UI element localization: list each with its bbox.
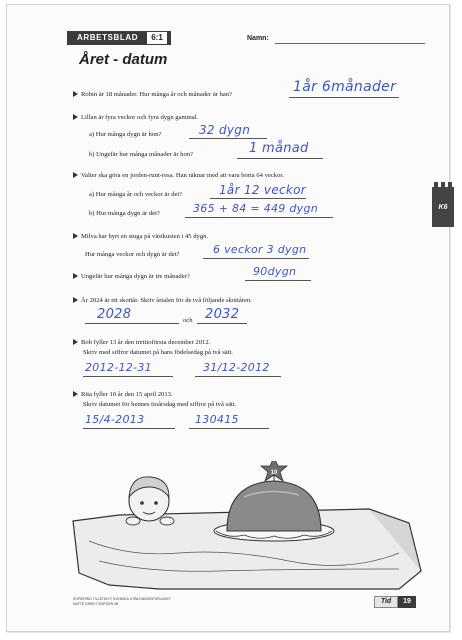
arrow-icon [73,273,78,279]
task-2b-answer: 1 månad [249,141,309,156]
task-6-joiner: och [183,317,193,324]
answer-line [210,198,306,199]
task-3 [73,172,284,180]
task-8-answer-a: 15/4-2013 [85,413,145,426]
task-4-text-2: Hur många veckor och dygn är det? [85,251,180,258]
arrow-icon [73,391,78,397]
task-7 [73,339,210,347]
task-2b-text: b) Ungefär hur många månader är hon? [89,151,193,158]
chapter-tab [432,187,454,227]
name-line [275,43,425,44]
task-2 [73,114,198,122]
task-6-answer-a: 2028 [97,307,132,322]
task-6-text: År 2024 är ett skottår. Skriv årtalen för de två följande skottåren. [81,297,252,304]
task-1 [73,91,232,99]
task-3a-text: a) Hur många år och veckor är det? [89,191,183,198]
answer-line [245,280,311,281]
task-2-text: Lillan är fyra veckor och fyra dygn gammal. [81,114,199,121]
candle-number: 10 [270,470,278,476]
task-2a-answer: 32 dygn [199,123,251,137]
task-3a-answer: 1år 12 veckor [219,183,307,197]
answer-line [185,217,333,218]
task-1-answer: 1år 6månader [293,79,397,95]
copyright-line-1: KOPIERING TILLÅTEN © SVENSKA UTBILDNINGSFÖRLAGET [73,597,171,601]
cake [227,481,321,531]
task-7-text-2: Skriv med siffror datumet på hans födelsedag på två sätt. [83,349,234,356]
name-label: Namn: [247,35,269,42]
answer-line [203,258,309,259]
task-3b-text: b) Hur många dygn är det? [89,210,160,217]
task-1-text: Robin är 18 månader. Hur många år och månader är han? [81,91,233,98]
answer-line [289,97,399,98]
task-8-text-2: Skriv datumet för hennes tioårsdag med siffror på två sätt. [83,401,237,408]
task-6-answer-b: 2032 [205,307,240,322]
page-number: 19 [398,596,416,608]
arrow-icon [73,114,78,120]
answer-line [189,428,269,429]
arrow-icon [73,297,78,303]
copyright-text [73,597,171,606]
task-3b-answer: 365 + 84 = 449 dygn [193,202,319,215]
task-7-answer-b: 31/12-2012 [203,361,270,374]
task-3-text: Valter ska göra en jorden-runt-resa. Han räknar med att vara borta 64 veckor. [81,172,284,179]
task-7-text: Bob fyller 13 år den trettioförsta december 2012. [81,339,211,346]
birthday-illustration [69,461,429,591]
answer-line [85,323,179,324]
worksheet-page [6,4,450,632]
worksheet-number: 6:1 [146,31,168,45]
task-8-answer-b: 130415 [195,413,239,426]
task-5-text: Ungefär hur många dygn är tre månader? [81,273,190,280]
answer-line [83,376,173,377]
task-4-answer: 6 veckor 3 dygn [213,243,307,256]
task-5-answer: 90dygn [253,265,297,278]
tid-label: Tid [374,596,398,608]
task-4-text: Milva har hyrt en stuga på västkusten i 45 dygn. [81,233,209,240]
chapter-tab-label: K6 [438,203,448,211]
task-6 [73,297,252,305]
arrow-icon [73,233,78,239]
answer-line [189,138,267,139]
answer-line [195,376,281,377]
answer-line [197,323,247,324]
task-8-text: Rita fyller 10 år den 15 april 2013. [81,391,173,398]
arrow-icon [73,339,78,345]
arrow-icon [73,172,78,178]
task-7-answer-a: 2012-12-31 [85,361,152,374]
task-8 [73,391,173,399]
answer-line [83,428,175,429]
task-4 [73,233,208,241]
page-title: Året - datum [79,51,168,68]
task-5 [73,273,190,281]
answer-line [237,158,323,159]
worksheet-label: ARBETSBLAD [67,31,171,45]
arrow-icon [73,91,78,97]
task-2a-text: a) Hur många dygn är hon? [89,131,162,138]
copyright-line-2: MATTE DIREKT BORGEN 4B [73,601,119,606]
